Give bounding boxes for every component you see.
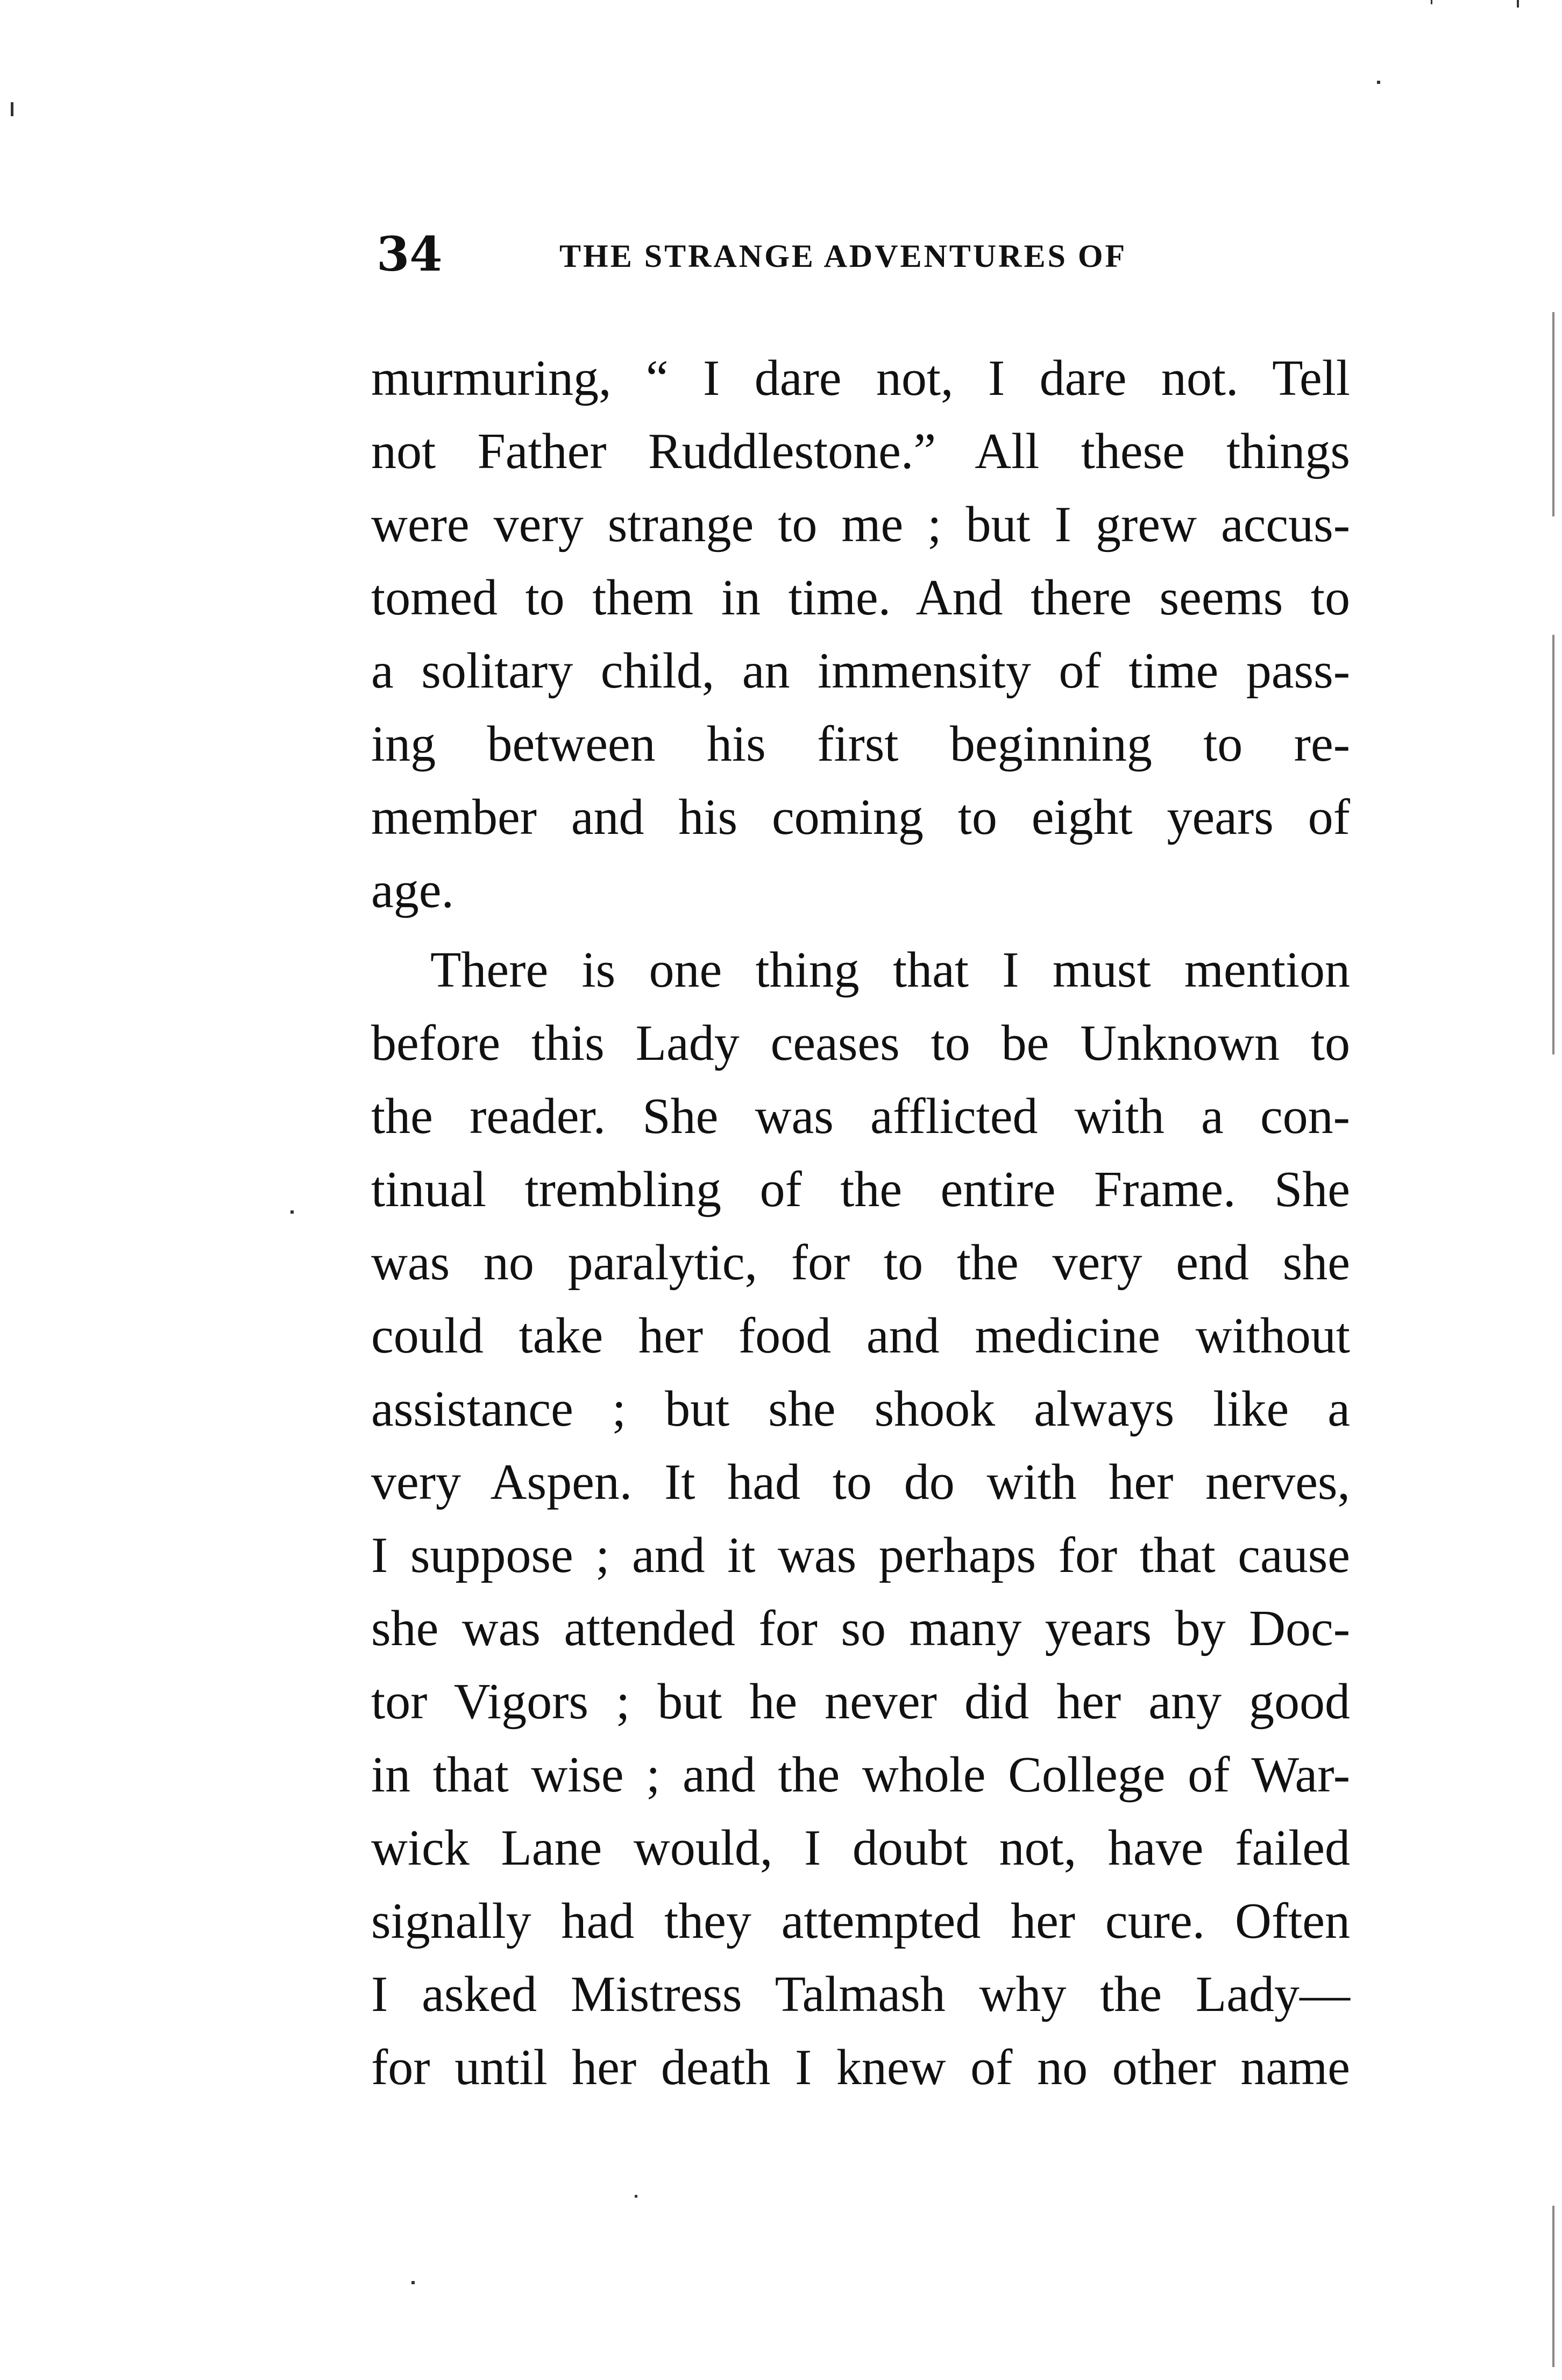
scan-speck <box>1431 0 1432 4</box>
scan-speck <box>11 102 13 116</box>
text-line: very Aspen. It had to do with her nerves, <box>371 1454 1350 1510</box>
body-text <box>371 342 1350 2104</box>
text-line: There is one thing that I must mention <box>430 942 1350 998</box>
text-line: for until her death I knew of no other name <box>371 2039 1350 2095</box>
text-line: assistance ; but she shook always like a <box>371 1381 1350 1437</box>
scan-speck <box>1517 0 1519 8</box>
text-line: ing between his first beginning to re- <box>371 716 1350 772</box>
text-line: she was attended for so many years by Doc- <box>371 1600 1350 1656</box>
text-line: not Father Ruddlestone.” All these things <box>371 423 1350 479</box>
page-edge-line <box>1552 312 1554 516</box>
text-line: murmuring, “ I dare not, I dare not. Tell <box>371 350 1350 406</box>
text-line: age. <box>371 862 454 918</box>
text-line: wick Lane would, I doubt not, have failed <box>371 1820 1350 1876</box>
text-line: in that wise ; and the whole College of War- <box>371 1747 1350 1803</box>
page-number: 34 <box>377 226 443 282</box>
page-header <box>377 226 1345 291</box>
scan-speck <box>290 1210 294 1214</box>
text-line: member and his coming to eight years of <box>371 789 1350 845</box>
scan-speck <box>411 2281 415 2284</box>
page-edge-line <box>1552 2206 1554 2367</box>
text-line: the reader. She was afflicted with a con- <box>371 1088 1350 1144</box>
text-line: I suppose ; and it was perhaps for that cause <box>371 1527 1350 1583</box>
page-edge-line <box>1552 635 1554 1054</box>
running-head: THE STRANGE ADVENTURES OF <box>559 238 1127 274</box>
text-line: signally had they attempted her cure. Often <box>371 1893 1350 1949</box>
text-line: were very strange to me ; but I grew accus- <box>371 497 1350 552</box>
text-line: could take her food and medicine without <box>371 1308 1350 1364</box>
scan-speck <box>635 2195 637 2198</box>
text-line: tinual trembling of the entire Frame. She <box>371 1161 1350 1217</box>
scan-speck <box>1377 81 1380 84</box>
paragraph <box>371 933 1350 2104</box>
text-line: a solitary child, an immensity of time pass- <box>371 643 1350 699</box>
paragraph <box>371 342 1350 927</box>
text-line: was no paralytic, for to the very end she <box>371 1235 1350 1291</box>
text-line: tor Vigors ; but he never did her any good <box>371 1674 1350 1730</box>
text-line: tomed to them in time. And there seems to <box>371 570 1350 626</box>
text-line: before this Lady ceases to be Unknown to <box>371 1015 1350 1071</box>
text-line: I asked Mistress Talmash why the Lady— <box>371 1966 1350 2022</box>
